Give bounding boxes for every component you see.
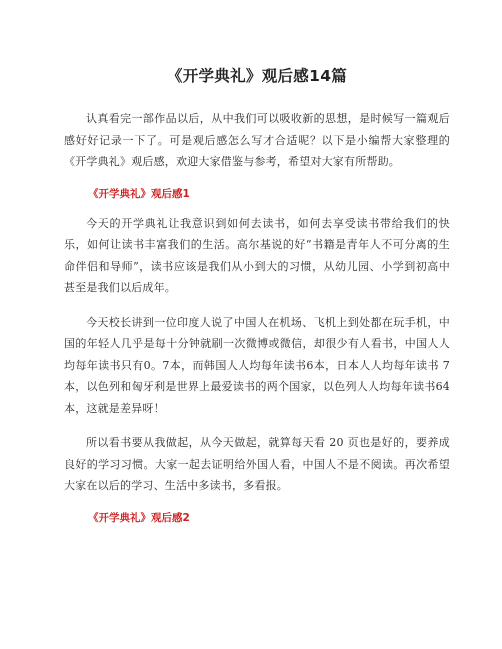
section-heading: 《开学典礼》观后感2 xyxy=(88,511,190,524)
body-paragraph: 今天的开学典礼让我意识到如何去读书，如何去享受读书带给我们的快乐，如何让读书丰富我们的生活。高尔基说的好“书籍是青年人不可分离的生命伴侣和导师”，读书应该是我们从小到大的习惯，从幼儿园、小学到初高中甚至是我们以后成年。 xyxy=(64,216,450,294)
page-title: 《开学典礼》观后感14篇 xyxy=(166,67,348,85)
body-paragraph: 今天校长讲到一位印度人说了中国人在机场、飞机上到处都在玩手机，中国的年轻人几乎是每十分钟就刷一次微博或微信，却很少有人看书，中国人人均每年读书只有0。7本，而韩国人人均每年读书6本，日本人人均每年读书 7 本，以色列和匈牙利是世界上最爱读书的两个国家，以色列人人均每年读书64本，这就是差异呀！ xyxy=(64,315,450,415)
intro-paragraph: 认真看完一部作品以后，从中我们可以吸收新的思想，是时候写一篇观后感好好记录一下了。可是观后感怎么写才合适呢？以下是小编帮大家整理的《开学典礼》观后感，欢迎大家借鉴与参考，希望对大家有所帮助。 xyxy=(64,112,450,168)
section-2 xyxy=(64,510,450,526)
body-paragraph: 所以看书要从我做起，从今天做起，就算每天看 20 页也是好的，要养成良好的学习习惯。大家一起去证明给外国人看，中国人不是不阅读。再次希望大家在以后的学习、生活中多读书，多看报。 xyxy=(64,436,450,492)
section-heading: 《开学典礼》观后感1 xyxy=(88,187,190,200)
section-1 xyxy=(64,186,450,497)
